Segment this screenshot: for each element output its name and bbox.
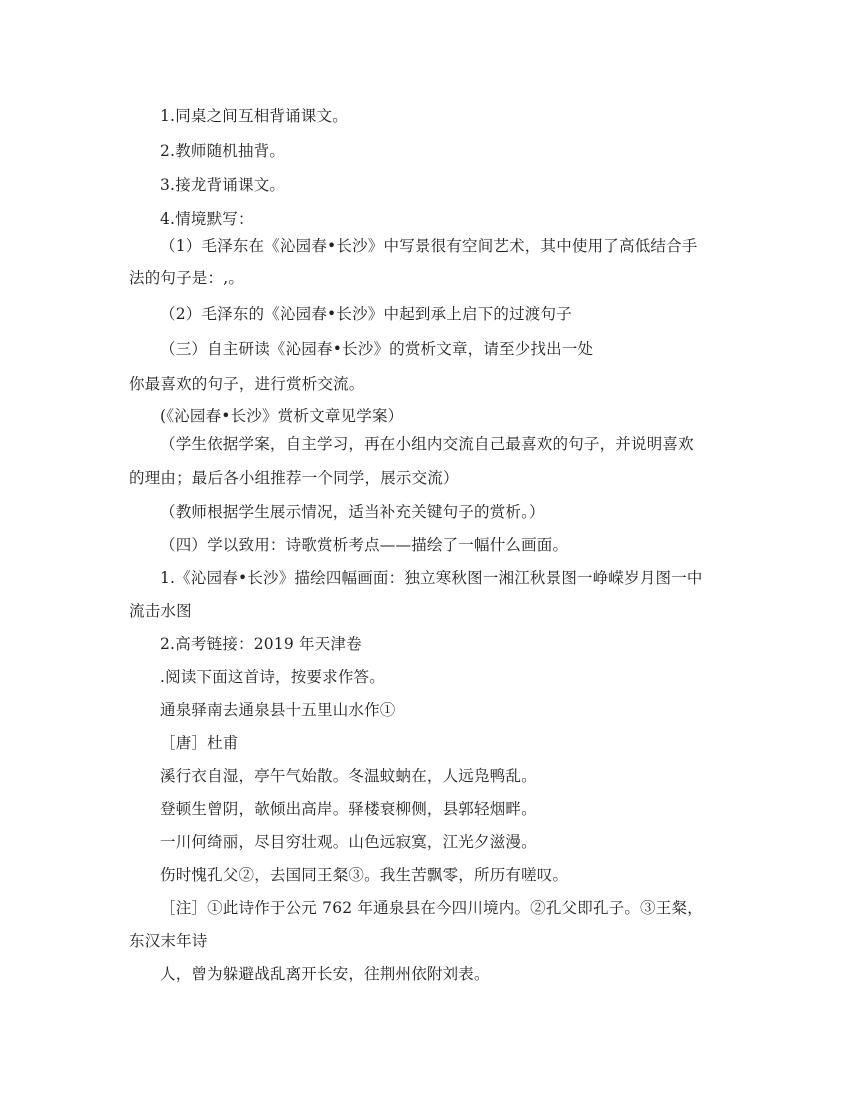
text-line-8: （三）自主研读《沁园春•长沙》的赏析文章，请至少找出一处: [160, 340, 594, 358]
text-line-25: ［注］①此诗作于公元 762 年通泉县在今四川境内。②孔父即孔子。③王粲，: [160, 899, 703, 917]
text-line-10: (《沁园春•长沙》赏析文章见学案）: [160, 407, 404, 425]
text-line-14: （四）学以致用：诗歌赏析考点——描绘了一幅什么画面。: [160, 536, 569, 554]
text-line-4: 4.情境默写：: [160, 210, 254, 228]
text-line-6: 法的句子是：,。: [129, 269, 245, 287]
text-line-16: 流击水图: [129, 602, 192, 620]
text-line-18: .阅读下面这首诗，按要求作答。: [160, 668, 385, 686]
text-line-27: 人，曾为躲避战乱离开长安，往荆州依附刘表。: [160, 965, 490, 983]
text-line-13: （教师根据学生展示情况，适当补充关键句子的赏析。）: [160, 503, 545, 521]
text-line-5: （1）毛泽东在《沁园春•长沙》中写景很有空间艺术，其中使用了高低结合手: [160, 237, 698, 255]
text-line-26: 东汉末年诗: [129, 932, 208, 950]
text-line-12: 的理由；最后各小组推荐一个同学，展示交流）: [129, 469, 459, 487]
text-line-7: （2）毛泽东的《沁园春•长沙》中起到承上启下的过渡句子: [160, 305, 572, 323]
text-line-9: 你最喜欢的句子，进行赏析交流。: [129, 375, 365, 393]
text-line-20: ［唐］杜甫: [160, 734, 239, 752]
text-line-11: （学生依据学案，自主学习，再在小组内交流自己最喜欢的句子，并说明喜欢: [160, 435, 694, 453]
text-line-3: 3.接龙背诵课文。: [160, 176, 286, 194]
text-line-1: 1.同桌之间互相背诵课文。: [160, 107, 348, 125]
text-line-21: 溪行衣自湿，亭午气始散。冬温蚊蚋在，人远凫鸭乱。: [160, 767, 537, 785]
text-line-17: 2.高考链接：2019 年天津卷: [160, 635, 362, 653]
text-line-2: 2.教师随机抽背。: [160, 142, 286, 160]
text-line-19: 通泉驿南去通泉县十五里山水作①: [160, 701, 396, 719]
text-line-22: 登顿生曾阴，欹倾出高岸。驿楼衰柳侧，县郭轻烟畔。: [160, 800, 537, 818]
text-line-24: 伤时愧孔父②，去国同王粲③。我生苦飘零，所历有嗟叹。: [160, 866, 569, 884]
text-line-15: 1.《沁园春•长沙》描绘四幅画面：独立寒秋图一湘江秋景图一峥嵘岁月图一中: [160, 569, 703, 587]
text-line-23: 一川何绮丽，尽目穷壮观。山色远寂寞，江光夕滋漫。: [160, 833, 537, 851]
